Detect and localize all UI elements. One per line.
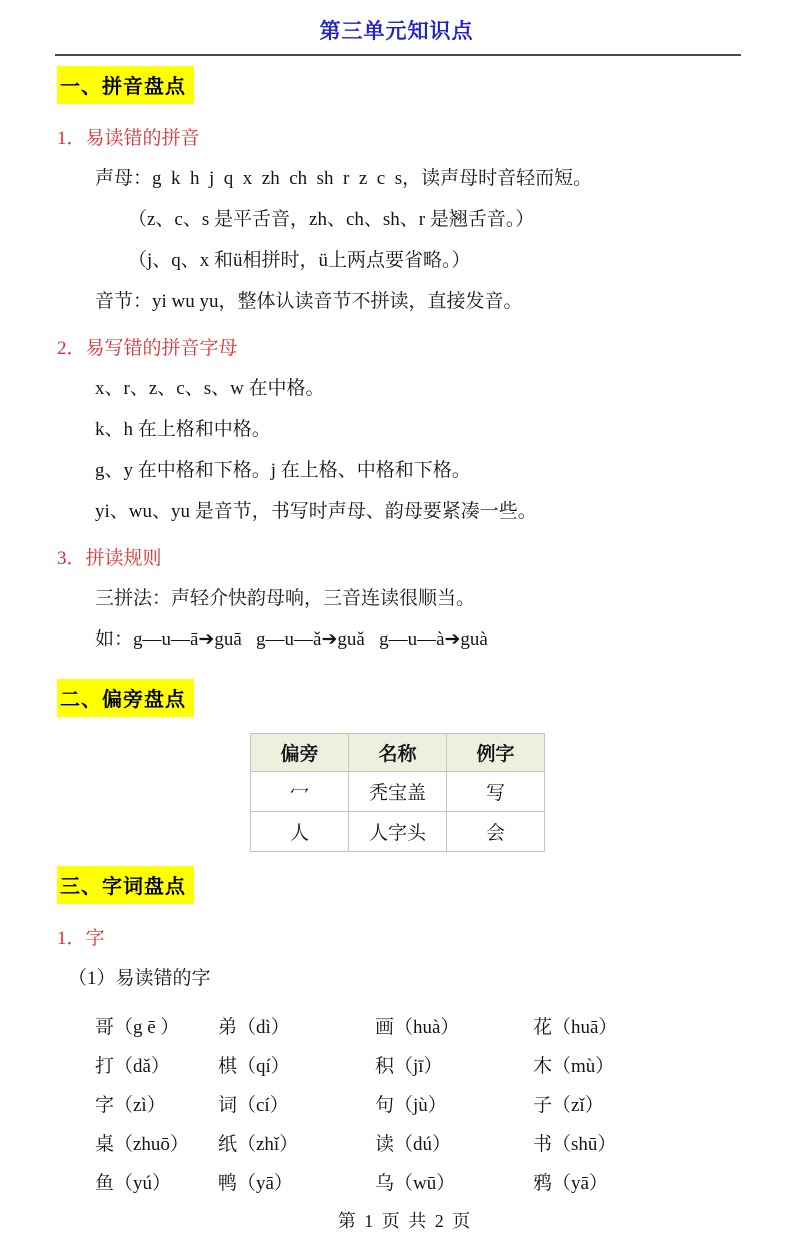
page-number-footer: 第 1 页 共 2 页 bbox=[337, 1211, 473, 1231]
page-title: 第三单元知识点 bbox=[319, 19, 474, 43]
col-header-name: 名称 bbox=[349, 734, 447, 772]
radical-cell: 冖 bbox=[251, 772, 349, 812]
char-entry: 打（dǎ） bbox=[95, 1056, 170, 1077]
table-row bbox=[251, 772, 545, 812]
section-1-heading: 一、拼音盘点 bbox=[57, 66, 194, 104]
line-mid-lower-zone: g、y 在中格和下格。j 在上格、中格和下格。 bbox=[95, 460, 471, 481]
char-entry: 棋（qí） bbox=[218, 1056, 290, 1077]
line-upper-mid-zone: k、h 在上格和中格。 bbox=[95, 419, 271, 440]
char-entry: 句（jù） bbox=[375, 1095, 447, 1116]
char-entry: 鱼（yú） bbox=[95, 1173, 172, 1194]
line-note-umlaut: （j、q、x 和ü相拼时，ü上两点要省略。） bbox=[128, 250, 471, 271]
char-entry: 读（dú） bbox=[375, 1134, 452, 1155]
col-header-radical: 偏旁 bbox=[251, 734, 349, 772]
char-entry: 积（jī） bbox=[375, 1056, 443, 1077]
char-entry: 木（mù） bbox=[533, 1056, 615, 1077]
radical-table bbox=[250, 733, 545, 852]
line-mid-zone: x、r、z、c、s、w 在中格。 bbox=[95, 378, 325, 399]
radical-name-cell: 人字头 bbox=[349, 812, 447, 852]
item-easily-misread: （1）易读错的字 bbox=[68, 968, 211, 989]
example-char-cell: 会 bbox=[447, 812, 545, 852]
char-entry: 子（zǐ） bbox=[533, 1095, 604, 1116]
char-entry: 弟（dì） bbox=[218, 1017, 290, 1038]
char-entry: 鸦（yā） bbox=[533, 1173, 608, 1194]
line-syllable-writing: yi、wu、yu 是音节，书写时声母、韵母要紧凑一些。 bbox=[95, 501, 537, 522]
char-entry: 花（huā） bbox=[533, 1017, 618, 1038]
document-page bbox=[0, 15, 793, 1231]
subheading-1-2: 2．易写错的拼音字母 bbox=[57, 338, 238, 359]
subheading-1-1: 1．易读错的拼音 bbox=[57, 128, 200, 149]
line-note-flat-tongue: （z、c、s 是平舌音，zh、ch、sh、r 是翘舌音。） bbox=[128, 209, 535, 230]
radical-name-cell: 秃宝盖 bbox=[349, 772, 447, 812]
table-header-row bbox=[251, 734, 545, 772]
char-entry: 书（shū） bbox=[533, 1134, 617, 1155]
section-3-heading: 三、字词盘点 bbox=[57, 866, 194, 904]
col-header-example: 例字 bbox=[447, 734, 545, 772]
section-2-heading: 二、偏旁盘点 bbox=[57, 679, 194, 717]
character-pinyin-grid bbox=[95, 1008, 753, 1203]
subheading-3-1: 1．字 bbox=[57, 928, 105, 949]
example-char-cell: 写 bbox=[447, 772, 545, 812]
char-entry: 词（cí） bbox=[218, 1095, 289, 1116]
line-yinjie: 音节：yi wu yu，整体认读音节不拼读，直接发音。 bbox=[95, 291, 523, 312]
subheading-1-3: 3．拼读规则 bbox=[57, 548, 162, 569]
char-entry: 鸭（yā） bbox=[218, 1173, 293, 1194]
document-body bbox=[0, 56, 793, 1233]
char-entry: 乌（wū） bbox=[375, 1173, 456, 1194]
char-entry: 桌（zhuō） bbox=[95, 1134, 189, 1155]
line-shengmu: 声母：g k h j q x zh ch sh r z c s，读声母时音轻而短。 bbox=[95, 168, 593, 189]
char-entry: 纸（zhǐ） bbox=[218, 1134, 299, 1155]
char-entry: 哥（g ē ） bbox=[95, 1017, 180, 1038]
char-entry: 画（huà） bbox=[375, 1017, 460, 1038]
line-three-spell-example: 如：g—u—ā➔guā g—u—ǎ➔guǎ g—u—à➔guà bbox=[95, 629, 488, 650]
table-row bbox=[251, 812, 545, 852]
char-entry: 字（zì） bbox=[95, 1095, 166, 1116]
line-three-spell-rule: 三拼法：声轻介快韵母响，三音连读很顺当。 bbox=[95, 588, 476, 609]
radical-cell: 人 bbox=[251, 812, 349, 852]
